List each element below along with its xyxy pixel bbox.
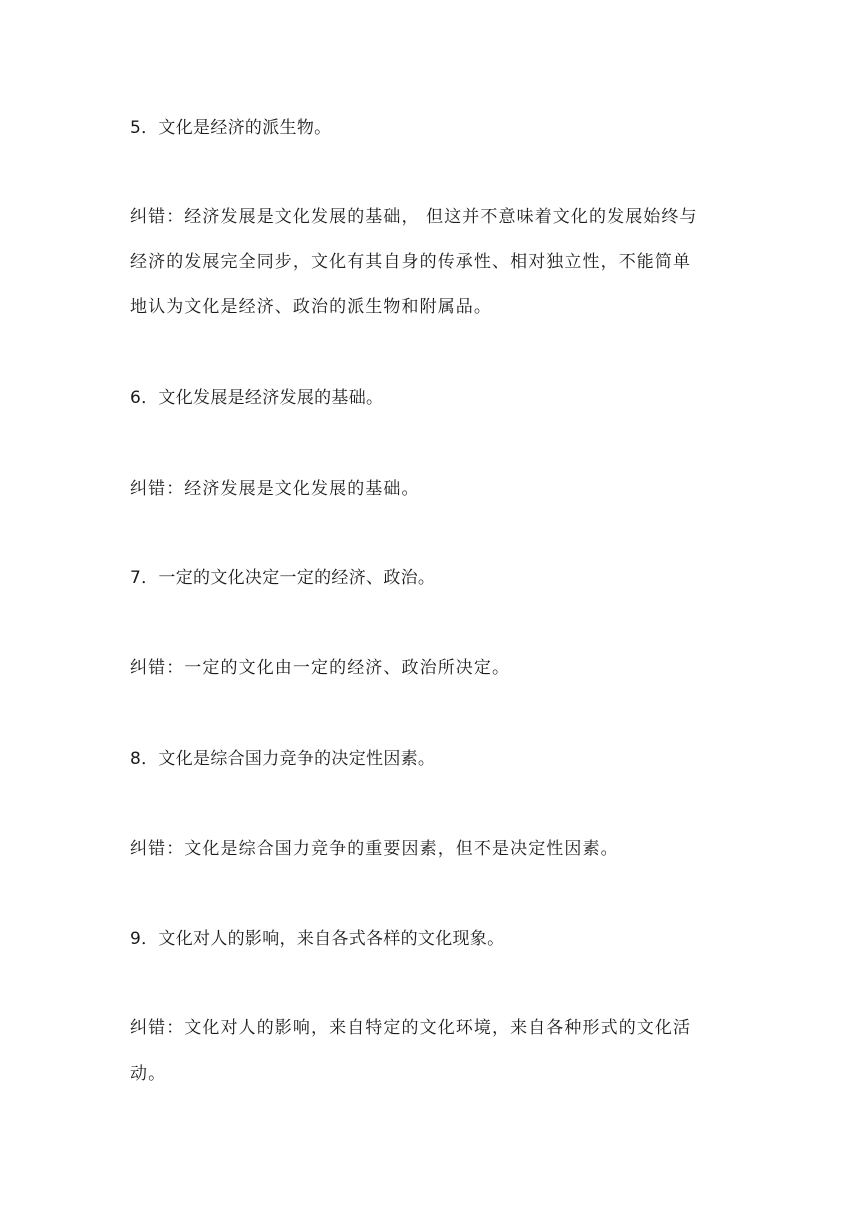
correction-9-line-2: 动。 xyxy=(130,1064,167,1084)
correction-5-line-2: 经济的发展完全同步，文化有其自身的传承性、相对独立性，不能简单 xyxy=(130,252,692,272)
correction-8-line-1: 纠错：文化是综合国力竞争的重要因素，但不是决定性因素。 xyxy=(130,839,619,859)
question-9: 9．文化对人的影响，来自各式各样的文化现象。 xyxy=(130,929,505,949)
correction-5-line-3: 地认为文化是经济、政治的派生物和附属品。 xyxy=(130,297,492,317)
correction-6-line-1: 纠错：经济发展是文化发展的基础。 xyxy=(130,479,420,499)
correction-9-line-1: 纠错：文化对人的影响，来自特定的文化环境，来自各种形式的文化活 xyxy=(130,1018,692,1038)
correction-5-line-1: 纠错：经济发展是文化发展的基础， 但这并不意味着文化的发展始终与 xyxy=(130,207,698,227)
question-8: 8．文化是综合国力竞争的决定性因素。 xyxy=(130,749,436,769)
question-6: 6．文化发展是经济发展的基础。 xyxy=(130,388,384,408)
question-5: 5．文化是经济的派生物。 xyxy=(130,118,332,138)
question-7: 7．一定的文化决定一定的经济、政治。 xyxy=(130,568,436,588)
correction-7-line-1: 纠错：一定的文化由一定的经济、政治所决定。 xyxy=(130,658,511,678)
